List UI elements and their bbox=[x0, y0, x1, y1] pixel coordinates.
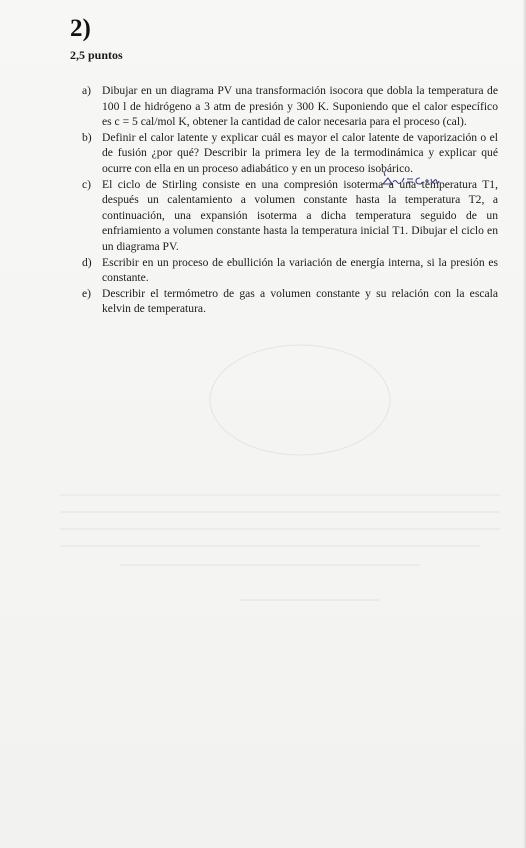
item-text: Describir el termómetro de gas a volumen constante y su relación con la escala kelvin de temperatura. bbox=[102, 286, 498, 316]
item-label: c) bbox=[82, 177, 92, 191]
handwritten-annotation bbox=[380, 166, 440, 188]
item-text: Escribir en un proceso de ebullición la variación de energía interna, si la presión es constante. bbox=[102, 255, 498, 285]
item-label: a) bbox=[82, 84, 92, 97]
question-number: 2) bbox=[70, 15, 91, 42]
item-label: d) bbox=[82, 255, 92, 269]
item-text: Definir el calor latente y explicar cuál es mayor el calor latente de vaporización o el de fusión ¿por qué? Describir la primera ley de la termodinámica y explicar qué ocurre con ella en un proceso adiabático y en un proceso isobárico. bbox=[102, 130, 498, 175]
item-text: El ciclo de Stirling consiste en una compresión isoterma a una temperatura T1, después un calentamiento a volumen constante hasta la temperatura T2, a continuación, una expansión isoterma a dicha temperatura seguido de un enfriamiento a volumen constante hasta la temperatura inicial T1. Dibujar el ciclo en un diagrama PV. bbox=[102, 177, 498, 253]
question-item-d bbox=[82, 255, 498, 286]
item-label: e) bbox=[82, 286, 92, 300]
question-points: 2,5 puntos bbox=[70, 48, 123, 62]
question-item-e bbox=[82, 286, 498, 317]
item-label: b) bbox=[82, 130, 92, 144]
question-item-a bbox=[82, 83, 498, 130]
item-text: Dibujar en un diagrama PV una transformación isocora que dobla la temperatura de 100 l de hidrógeno a 3 atm de presión y 300 K. Suponiendo que el calor específico es c = 5 cal/mol K, obtener la cantidad de calor necesaria para el proceso (cal). bbox=[102, 84, 498, 129]
question-items-list bbox=[82, 83, 498, 317]
question-item-c bbox=[82, 177, 498, 255]
